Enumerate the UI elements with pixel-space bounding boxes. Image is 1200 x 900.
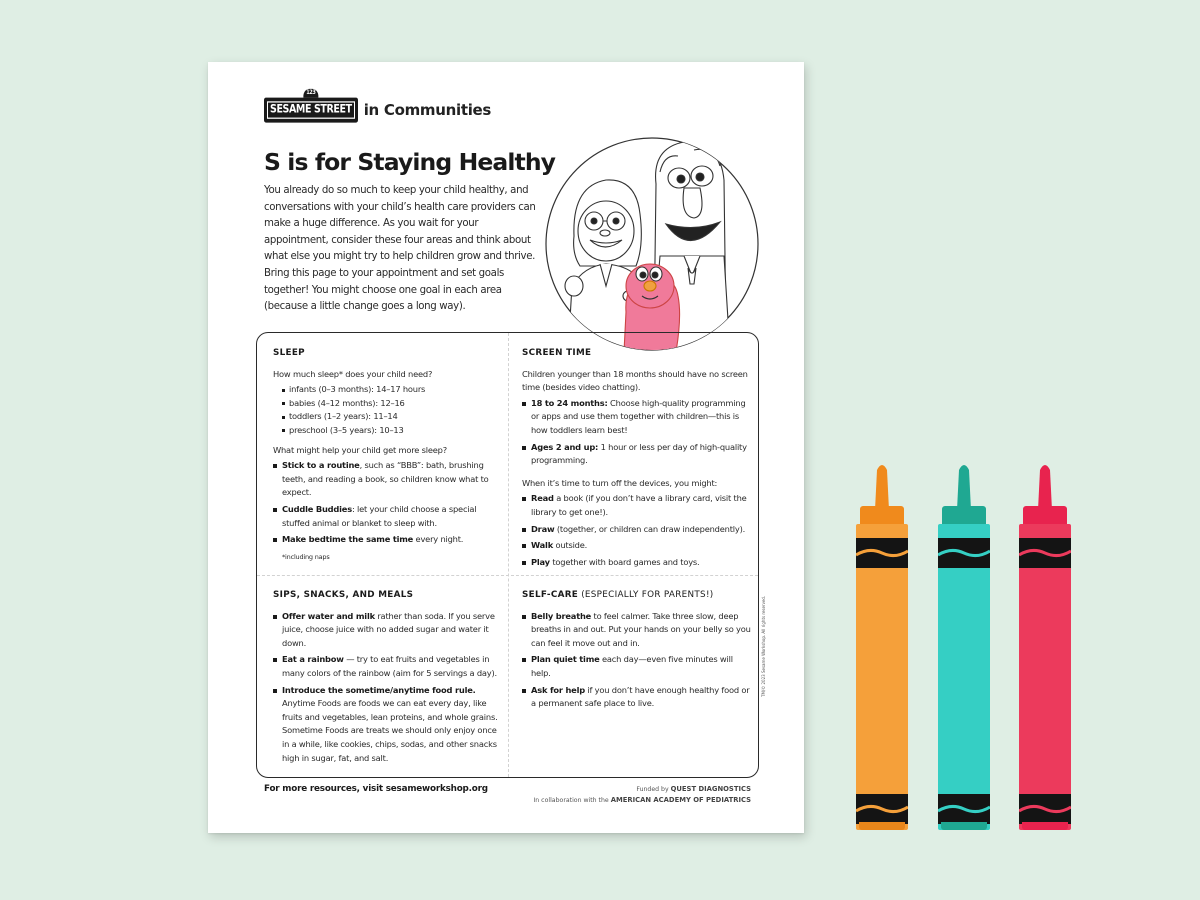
section-self-care <box>522 589 752 714</box>
sleep-help-question: What might help your child get more sleep? <box>273 444 447 455</box>
list-item: Play together with board games and toys. <box>522 556 752 570</box>
list-item: Cuddle Buddies: let your child choose a special stuffed animal or blanket to sleep with. <box>273 503 505 530</box>
section-sips-snacks-meals <box>273 589 505 768</box>
sips-tips-list <box>273 610 505 766</box>
list-item: Introduce the sometime/anytime food rule. Anytime Foods are foods we can eat every day, like fruits and vegetables, lean proteins, and whole grains. Sometime Foods are treats we should only enjoy once in a while, like cookies, chips, sodas, and other snacks high in sugar, fat, and salt. <box>273 684 505 766</box>
list-item: Belly breathe to feel calmer. Take three slow, deep breaths in and out. Put your hands on your belly so you can feel it move out and in. <box>522 610 752 651</box>
sleep-tips-list <box>273 459 505 547</box>
funding-credits: Funded by QUEST DIAGNOSTICS In collaboration with the AMERICAN ACADEMY OF PEDIATRICS <box>533 785 751 804</box>
list-item: Eat a rainbow — try to eat fruits and vegetables in many colors of the rainbow (aim for 5 servings a day). <box>273 653 505 680</box>
list-item: Read a book (if you don’t have a library card, visit the library to get one!). <box>522 492 752 519</box>
worksheet-page <box>208 62 804 833</box>
sleep-question: How much sleep* does your child need? <box>273 368 433 379</box>
list-item: Stick to a routine, such as “BBB”: bath, brushing teeth, and reading a book, so children know what to expect. <box>273 459 505 500</box>
logo-tagline: in Communities <box>363 100 492 119</box>
list-item: preschool (3–5 years): 10–13 <box>273 424 505 438</box>
crayon-tip <box>951 462 977 510</box>
resources-link-text: For more resources, visit sesameworkshop.org <box>264 784 488 794</box>
activities-list <box>522 492 752 569</box>
section-heading: SELF-CARE (ESPECIALLY FOR PARENTS!) <box>522 590 714 600</box>
sleep-ranges-list <box>273 383 505 437</box>
list-item: Plan quiet time each day—even five minutes will help. <box>522 653 752 680</box>
list-item: Draw (together, or children can draw independently). <box>522 523 752 537</box>
list-item: babies (4–12 months): 12–16 <box>273 397 505 411</box>
copyright-notice: TM/© 2023 Sesame Workshop. All rights reserved. <box>761 595 766 697</box>
intro-paragraph: You already do so much to keep your child healthy, and conversations with your child’s health care providers can make a huge difference. As you wait for your appointment, consider these four areas and think about what else you might try to help children grow and thrive. Bring this page to your appointment and set goals together! You might choose one goal in each area (because a little change goes a long way). <box>264 185 536 313</box>
screen-intro: Children younger than 18 months should have no screen time (besides video chatting). <box>522 368 748 393</box>
self-care-tips-list <box>522 610 752 711</box>
tips-box <box>256 332 759 778</box>
section-sleep <box>273 347 505 566</box>
section-screen-time <box>522 347 752 572</box>
page-title: S is for Staying Healthy <box>264 148 556 176</box>
list-item: 18 to 24 months: Choose high-quality programming or apps and use them together with children—this is how toddlers learn best! <box>522 397 752 438</box>
list-item: Ask for help if you don’t have enough healthy food or a permanent safe place to live. <box>522 684 752 711</box>
sesame-street-logo <box>264 100 491 120</box>
list-item: Ages 2 and up: 1 hour or less per day of high-quality programming. <box>522 441 752 468</box>
characters-illustration <box>544 136 760 352</box>
sleep-footnote: *including naps <box>282 552 330 561</box>
list-item: toddlers (1–2 years): 11–14 <box>273 410 505 424</box>
list-item: Make bedtime the same time every night. <box>273 533 505 547</box>
devices-intro: When it’s time to turn off the devices, you might: <box>522 477 718 488</box>
sesame-street-sign: 123 SESAME STREET <box>264 98 358 122</box>
horizontal-divider <box>257 575 758 576</box>
section-heading: SLEEP <box>273 348 305 358</box>
list-item: Walk outside. <box>522 539 752 553</box>
crayon-tip <box>869 462 895 510</box>
list-item: infants (0–3 months): 14–17 hours <box>273 383 505 397</box>
section-heading: SCREEN TIME <box>522 348 592 358</box>
screen-tips-list <box>522 397 752 468</box>
crayon-tip <box>1032 462 1058 510</box>
vertical-divider <box>508 333 509 777</box>
section-heading: SIPS, SNACKS, AND MEALS <box>273 590 414 600</box>
list-item: Offer water and milk rather than soda. If you serve juice, choose juice with no added sugar and water it down. <box>273 610 505 651</box>
